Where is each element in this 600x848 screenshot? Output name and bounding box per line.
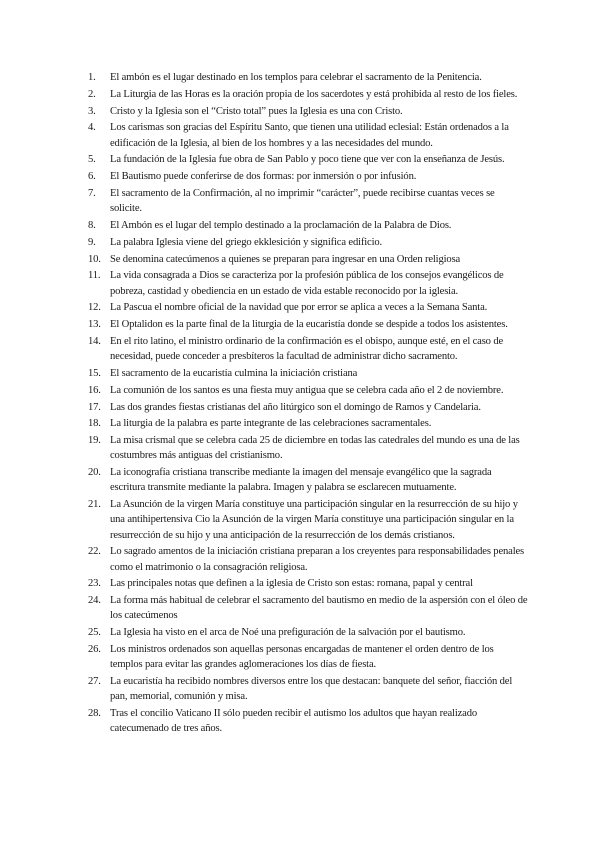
list-item: [88, 383, 528, 398]
item-number: 6.: [88, 171, 96, 183]
item-number: 3.: [88, 105, 96, 117]
item-text: La fundación de la Iglesia fue obra de San Pablo y poco tiene que ver con la enseñanza de Jesús.: [110, 154, 505, 166]
item-number: 28.: [88, 707, 101, 719]
item-text: La misa crismal que se celebra cada 25 de diciembre en todas las catedrales del mundo es una de las costumbres más antiguas del cristianismo.: [110, 435, 520, 462]
list-item: [88, 642, 528, 672]
list-item: [88, 576, 528, 591]
item-number: 20.: [88, 467, 101, 479]
list-item: [88, 625, 528, 640]
list-item: [88, 317, 528, 332]
item-number: 7.: [88, 187, 96, 199]
item-number: 26.: [88, 643, 101, 655]
list-item: [88, 433, 528, 463]
list-item: [88, 300, 528, 315]
item-text: El Bautismo puede conferirse de dos formas: por inmersión o por infusión.: [110, 171, 417, 183]
item-number: 1.: [88, 72, 96, 83]
list-item: [88, 152, 528, 167]
list-item: [88, 70, 528, 85]
item-text: Cristo y la Iglesia son el “Cristo total” pues la Iglesia es una con Cristo.: [110, 105, 403, 117]
item-number: 17.: [88, 401, 101, 413]
list-item: [88, 169, 528, 184]
item-text: La eucaristía ha recibido nombres diversos entre los que destacan: banquete del señor, fiacción del pan, memorial, comunión y misa.: [110, 675, 513, 703]
item-text: La vida consagrada a Dios se caracteriza por la profesión pública de los consejos evangélicos de pobreza, castidad y obediencia en un estado de vida estable reconocido por la iglesia.: [110, 270, 504, 297]
item-number: 13.: [88, 319, 101, 331]
item-text: La Asunción de la virgen María constituye una participación singular en la resurrección de su hijo y una antihipertensiva Cio la Asunción de la virgen María constituye una participación singular en la resurrección de su hijo y una anticipación de la resurrección de los demás cristianos.: [110, 499, 518, 541]
item-text: Las dos grandes fiestas cristianas del año litúrgico son el domingo de Ramos y Candelaria.: [110, 401, 481, 413]
list-item: [88, 706, 528, 736]
item-text: La Iglesia ha visto en el arca de Noé una prefiguración de la salvación por el bautismo.: [110, 627, 466, 639]
item-text: La comunión de los santos es una fiesta muy antigua que se celebra cada año el 2 de noviembre.: [110, 384, 504, 396]
item-number: 18.: [88, 418, 101, 430]
item-number: 16.: [88, 384, 101, 396]
list-item: [88, 252, 528, 267]
item-number: 24.: [88, 595, 101, 607]
item-number: 23.: [88, 578, 101, 590]
item-number: 15.: [88, 367, 101, 379]
item-text: En el rito latino, el ministro ordinario de la confirmación es el obispo, aunque esté, en el caso de necesidad, puede conceder a presbíteros la facultad de administrar dicho sacramento.: [110, 335, 504, 363]
item-text: La Liturgia de las Horas es la oración propia de los sacerdotes y está prohibida al resto de los fieles.: [110, 88, 518, 100]
item-number: 21.: [88, 499, 101, 511]
item-number: 22.: [88, 546, 101, 558]
item-number: 8.: [88, 219, 96, 231]
item-number: 2.: [88, 88, 96, 100]
list-item: [88, 334, 528, 364]
item-number: 19.: [88, 435, 101, 447]
item-number: 5.: [88, 154, 96, 166]
item-number: 4.: [88, 122, 96, 134]
item-text: El Optalidon es la parte final de la liturgia de la eucaristía donde se despide a todos los asistentes.: [110, 319, 508, 331]
list-item: [88, 465, 528, 495]
list-item: [88, 87, 528, 102]
item-text: Los ministros ordenados son aquellas personas encargadas de mantener el orden dentro de los templos para evitar las grandes aglomeraciones los días de fiesta.: [110, 643, 494, 671]
item-number: 12.: [88, 302, 101, 314]
item-text: El Ambón es el lugar del templo destinado a la proclamación de la Palabra de Dios.: [110, 219, 452, 231]
list-item: [88, 268, 528, 298]
item-text: La iconografía cristiana transcribe mediante la imagen del mensaje evangélico que la sagrada escritura transmite mediante la palabra. Imagen y palabra se esclarecen mutuamente.: [110, 467, 492, 494]
list-item: [88, 497, 528, 543]
list-item: [88, 400, 528, 415]
list-item: [88, 674, 528, 704]
item-text: La Pascua el nombre oficial de la navidad que por error se aplica a veces a la Semana Santa.: [110, 302, 488, 314]
item-text: El sacramento de la eucaristía culmina la iniciación cristiana: [110, 367, 358, 379]
list-item: [88, 235, 528, 250]
item-text: La liturgia de la palabra es parte integrante de las celebraciones sacramentales.: [110, 418, 432, 430]
item-text: La forma más habitual de celebrar el sacramento del bautismo en medio de la aspersión con el óleo de los catecúmenos: [110, 595, 528, 622]
item-text: Las principales notas que definen a la iglesia de Cristo son estas: romana, papal y central: [110, 578, 473, 590]
item-number: 9.: [88, 236, 96, 248]
list-item: [88, 366, 528, 381]
item-number: 14.: [88, 335, 101, 347]
item-text: El sacramento de la Confirmación, al no imprimir “carácter”, puede recibirse cuantas veces se solicite.: [110, 187, 495, 215]
list-item: [88, 120, 528, 150]
item-text: Tras el concilio Vaticano II sólo pueden recibir el autismo los adultos que hayan realizado catecumenado de tres años.: [110, 707, 478, 735]
item-number: 25.: [88, 627, 101, 639]
item-number: 10.: [88, 253, 101, 265]
statement-list: [88, 70, 528, 738]
list-item: [88, 544, 528, 574]
item-text: El ambón es el lugar destinado en los templos para celebrar el sacramento de la Penitencia.: [110, 72, 482, 83]
list-item: [88, 593, 528, 623]
item-text: Se denomina catecúmenos a quienes se preparan para ingresar en una Orden religiosa: [110, 253, 461, 265]
list-item: [88, 416, 528, 431]
item-text: Los carismas son gracias del Espíritu Santo, que tienen una utilidad eclesial: Están ordenados a la edificación de la Iglesia, al bien de los hombres y a las necesidades del mundo.: [110, 122, 509, 149]
list-item: [88, 186, 528, 216]
list-item: [88, 218, 528, 233]
item-number: 11.: [88, 270, 101, 282]
item-number: 27.: [88, 675, 101, 687]
item-text: Lo sagrado amentos de la iniciación cristiana preparan a los creyentes para responsabilidades penales como el matrimonio o la consagración religiosa.: [110, 546, 525, 573]
list-item: [88, 104, 528, 119]
item-text: La palabra Iglesia viene del griego ekklesición y significa edificio.: [110, 236, 383, 248]
